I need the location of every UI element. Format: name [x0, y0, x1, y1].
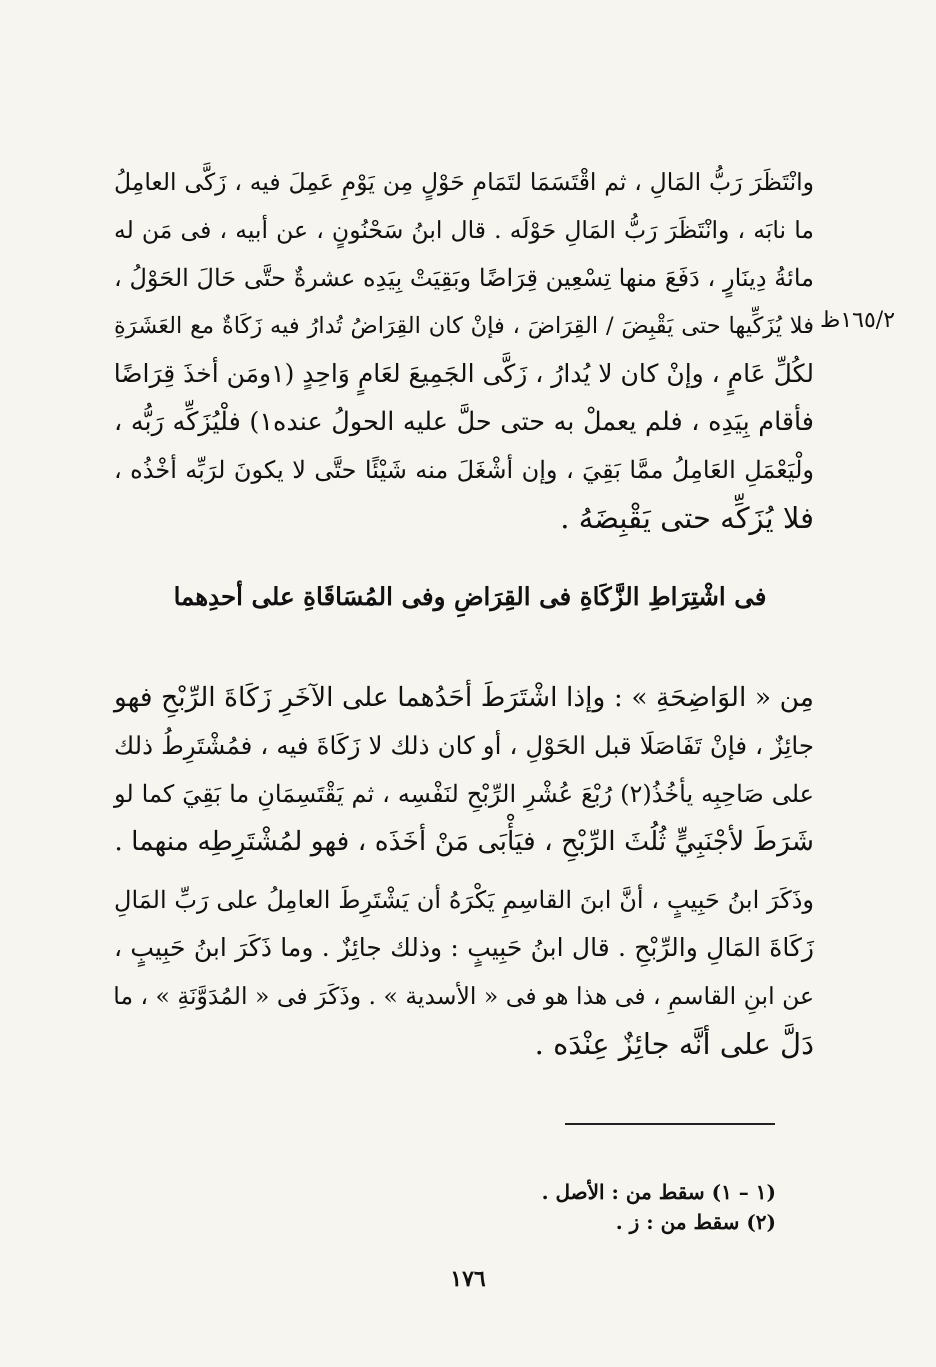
footnote: (١ – ١) سقط من : الأصل .	[541, 1180, 776, 1204]
text-line: فأقام بِيَدِه ، فلم يعملْ به حتى حلَّ عليه الحولُ عنده١) فلْيُزَكِّه رَبُّه ،	[114, 407, 814, 437]
text-line: شَرَطَ لأجْنَبِيٍّ ثُلُثَ الرِّبْحِ ، فيَأْبَى مَنْ أخَذَه ، فهو لمُشْتَرِطِه منهما .	[114, 826, 814, 857]
text-line: مِن « الوَاضِحَةِ » : وإذا اشْتَرَطَ أحَدُهما على الآخَرِ زَكَاةَ الرِّبْحِ فهو	[114, 682, 814, 713]
text-line: فلا يُزَكِّيها حتى يَقْبِضَ / القِرَاضَ ، فإنْ كان القِرَاضُ تُدارُ فيه زَكَاةٌ مع العَشَرَةِ	[114, 313, 814, 339]
text-line: فلا يُزَكِّه حتى يَقْبِضَهُ .	[560, 501, 814, 535]
footnote: (٢) سقط من : ز .	[615, 1210, 776, 1234]
text-line: دَلَّ على أنَّه جائِزٌ عِنْدَه .	[534, 1027, 814, 1061]
text-line: عن ابنِ القاسمِ ، فى هذا هو فى « الأسدية » . وذَكَرَ فى « المُدَوَّنَةِ » ، ما	[113, 982, 814, 1010]
text-line: لكُلِّ عَامٍ ، وإنْ كان لا يُدارُ ، زَكَّى الجَمِيعَ لعَامٍ وَاحِدٍ (١ومَن أخذَ قِرَاضًا	[113, 359, 814, 388]
text-line: جائِزٌ ، فإنْ تَفَاصَلَا قبل الحَوْلِ ، أو كان ذلك لا زَكَاةَ فيه ، فمُشْتَرِطُ ذلك	[114, 731, 814, 760]
text-line: مائةُ دِينَارٍ ، دَفَعَ منها تِسْعِين قِرَاضًا وبَقِيَتْ بِيَدِه عشرةٌ حتَّى حَالَ الحَوْلُ ،	[114, 264, 814, 292]
section-heading: فى اشْتِرَاطِ الزَّكَاةِ فى القِرَاضِ وفى المُسَاقَاةِ على أحدِهما	[173, 582, 767, 611]
text-line: ولْيَعْمَلِ العَامِلُ ممَّا بَقِيَ ، وإن أشْغَلَ منه شَيْئًا حتَّى لا يكونَ لرَبِّه أخْذُه ،	[114, 456, 814, 484]
text-line: وذَكَرَ ابنُ حَبِيبٍ ، أنَّ ابنَ القاسِمِ يَكْرَهُ أن يَشْتَرِطَ العامِلُ على رَبِّ المَالِ	[114, 886, 814, 914]
page-number: ١٧٦	[450, 1266, 486, 1292]
text-line: زَكَاةَ المَالِ والرِّبْحِ . قال ابنُ حَبِيبٍ : وذلك جائِزٌ . وما ذَكَرَ ابنُ حَبِيبٍ ،	[114, 933, 814, 962]
footnote-separator	[565, 1123, 775, 1125]
text-line: ما نابَه ، وانْتَظَرَ رَبُّ المَالِ حَوْلَه . قال ابنُ سَحْنُونٍ ، عن أبيه ، فى مَن له	[114, 216, 814, 244]
text-line: على صَاحِبِه يأخُذُ(٢) رُبْعَ عُشْرِ الرِّبْحِ لنَفْسِه ، ثم يَقْتَسِمَانِ ما بَقِيَ كما لو	[114, 780, 815, 808]
text-line: وانْتَظَرَ رَبُّ المَالِ ، ثم اقْتَسَمَا لتَمَامِ حَوْلٍ مِن يَوْمِ عَمِلَ فيه ، زَكَّى العامِلُ	[114, 168, 814, 196]
margin-folio-reference: ١٦٥/٢ظ	[820, 308, 896, 333]
